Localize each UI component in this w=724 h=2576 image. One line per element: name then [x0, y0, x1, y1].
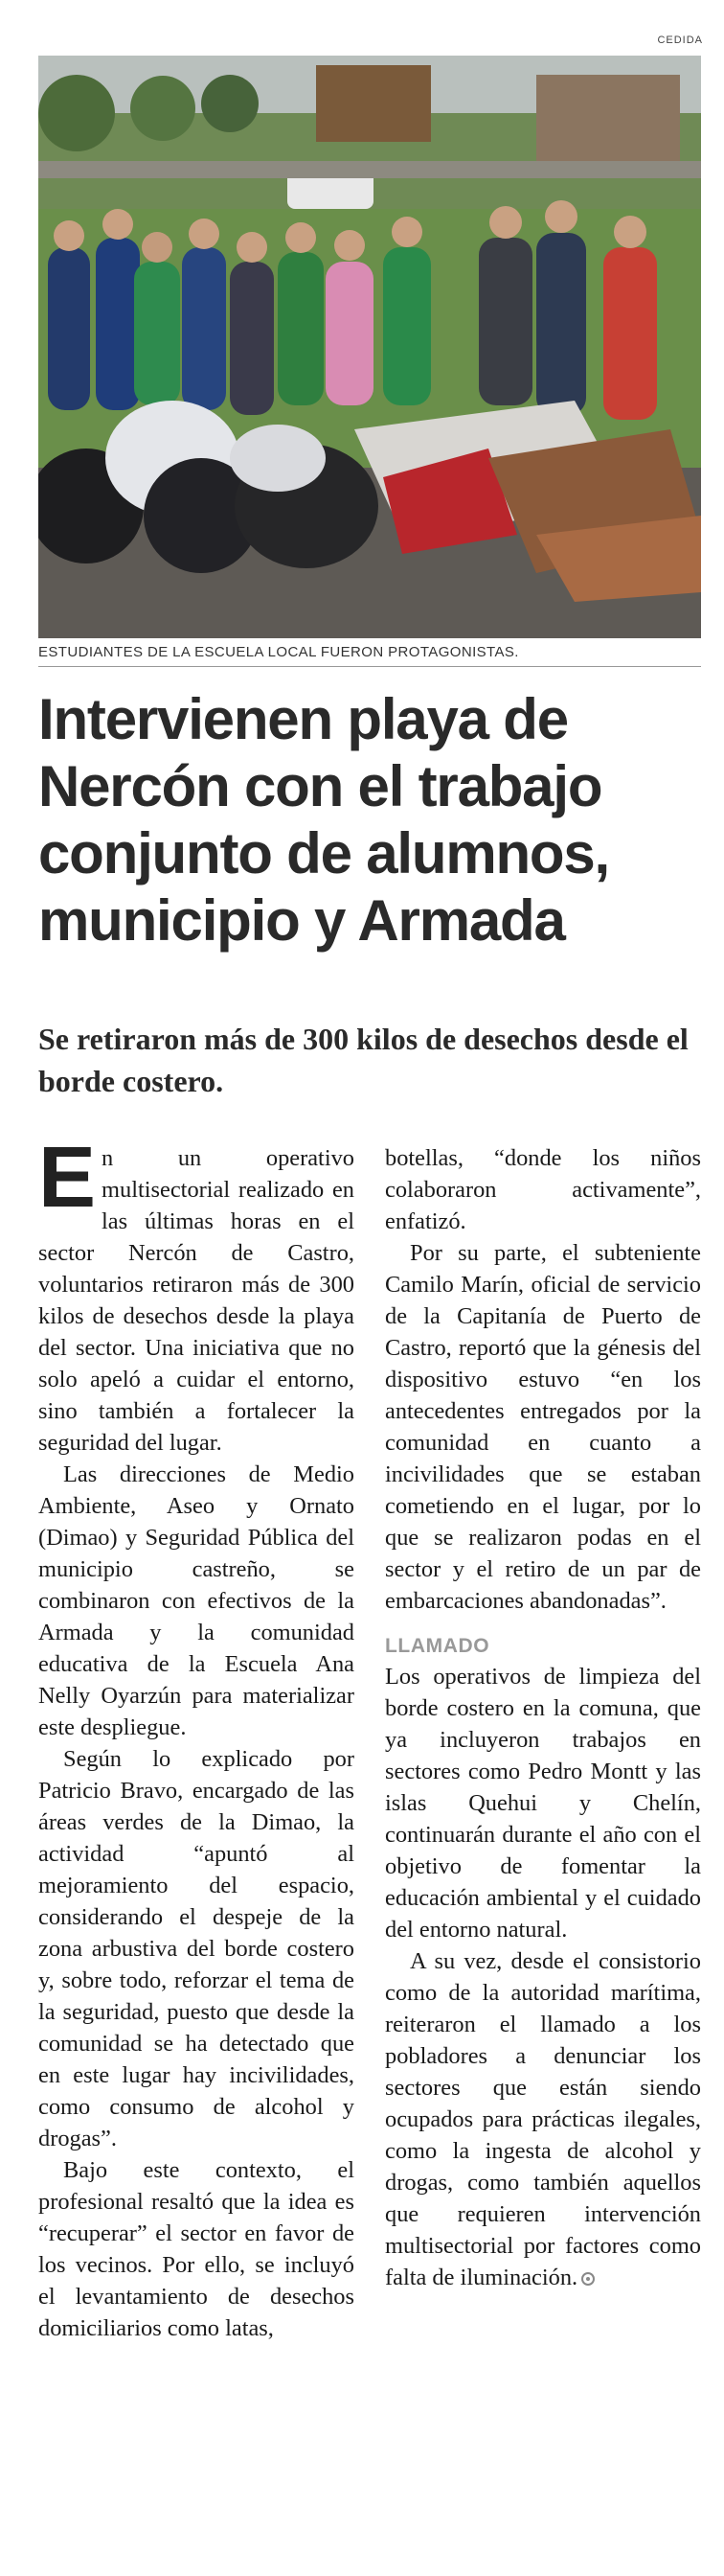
article-paragraph — [385, 1945, 701, 2293]
article-paragraph: Las direcciones de Medio Ambiente, Aseo y Ornato (Dimao) y Seguridad Pública del municipio castreño, se combinaron con efectivos de la Armada y la comunidad educativa de la Escuela Ana Nelly Oyarzún para materializar este despliegue. — [38, 1461, 354, 1740]
article-paragraph: botellas, “donde los niños colaboraron activamente”, enfatizó. — [385, 1145, 701, 1234]
article-paragraph: Según lo explicado por Patricio Bravo, encargado de las áreas verdes de la Dimao, la actividad “apuntó al mejoramiento del espacio, considerando el despeje de la zona arbustiva del borde costero y, sobre todo, reforzar el tema de la seguridad, puesto que desde la comunidad se ha detectado que en este lugar hay incivilidades, como consumo de alcohol y drogas”. — [38, 1746, 354, 2151]
article-photo — [38, 56, 701, 638]
paragraph-text: A su vez, desde el consistorio como de la autoridad marítima, reiteraron el llamado a los pobladores a denunciar los sectores que están siendo ocupados para prácticas ilegales, como la ingesta de alcohol y drogas, como también aquellos que requieren intervención multisectorial por factores como falta de iluminación. — [385, 1948, 701, 2290]
drop-cap: E — [38, 1130, 97, 1226]
article-paragraph — [38, 1130, 354, 1459]
headline: Intervienen playa de Nercón con el trabajo conjunto de alumnos, municipio y Armada — [38, 687, 610, 953]
paragraph-text: n un operativo multisectorial realizado en las últimas horas en el sector Nercón de Castro, voluntarios retiraron más de 300 kilos de desechos desde la playa del sector. Una iniciativa que no solo apeló a cuidar el entorno, sino también a fortalecer la seguridad del lugar. — [38, 1145, 354, 1456]
article-paragraph: Por su parte, el subteniente Camilo Marín, oficial de servicio de la Capitanía de Puerto de Castro, reportó que la génesis del dispositivo estuvo “en los antecedentes entregados por la comunidad en cuanto a incivilidades que se estaban cometiendo en el lugar, por lo que se realizaron podas en el sector y el retiro de un par de embarcaciones abandonadas”. — [385, 1240, 701, 1614]
section-label: LLAMADO — [385, 1635, 490, 1657]
article-paragraph: Los operativos de limpieza del borde costero en la comuna, que ya incluyeron trabajos en sectores como Pedro Montt y las islas Quehui y Chelín, continuarán durante el año con el objetivo de fomentar la educación ambiental y el cuidado del entorno natural. — [385, 1664, 701, 1943]
subheadline: Se retiraron más de 300 kilos de desechos desde el borde costero. — [38, 1022, 689, 1098]
students-cleanup-photo — [38, 56, 701, 638]
photo-caption: ESTUDIANTES DE LA ESCUELA LOCAL FUERON PROTAGONISTAS. — [38, 644, 701, 667]
article-column-right — [385, 1142, 701, 2293]
end-of-article-icon — [581, 2272, 595, 2286]
article-column-left — [38, 1130, 354, 2344]
photo-credit: CEDIDA — [657, 34, 703, 46]
article-paragraph: Bajo este contexto, el profesional resaltó que la idea es “recuperar” el sector en favor de los vecinos. Por ello, se incluyó el levantamiento de desechos domiciliarios como latas, — [38, 2157, 354, 2341]
